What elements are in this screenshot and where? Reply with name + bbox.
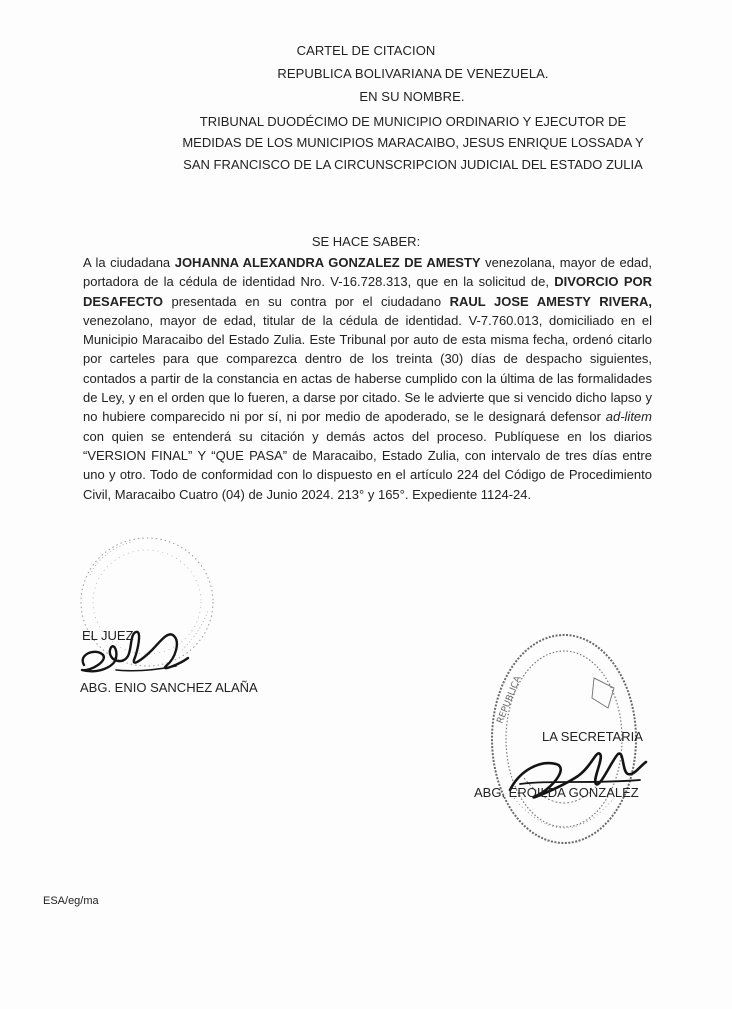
notice-part-2: presentada en su contra por el ciudadano (162, 293, 450, 309)
document-title: CARTEL DE CITACION (296, 43, 436, 58)
court-name-line-2: MEDIDAS DE LOS MUNICIPIOS MARACAIBO, JESUS ENRIQUE LOSSADA Y (182, 135, 644, 150)
judge-name: ABG. ENIO SANCHEZ ALAÑA (80, 680, 258, 695)
secretary-title: LA SECRETARIA (542, 729, 643, 744)
latin-term: ad-litem (605, 409, 652, 425)
republic-line: REPUBLICA BOLIVARIANA DE VENEZUELA. (277, 66, 549, 81)
court-name-line-3: SAN FRANCISCO DE LA CIRCUNSCRIPCION JUDICIAL DEL ESTADO ZULIA (183, 157, 643, 172)
secretary-name: ABG. EROILDA GONZALEZ (474, 785, 639, 800)
svg-text:REPUBLICA: REPUBLICA (495, 674, 524, 726)
plaintiff-name: RAUL JOSE AMESTY RIVERA, (449, 293, 652, 309)
notice-part-3: venezolano, mayor de edad, titular de la cédula de identidad. V-7.760.013, domiciliado en el Municipio Maracaibo del Estado Zulia. Este Tribunal por auto de esta misma fecha, ordenó citarlo por carteles para que comparezca dentro de los treinta (30) días de despacho siguientes, contados a partir de la constancia en actas de haberse cumplido con la última de las formalidades de Ley, y en el orden que lo fueren, a darse por citado. Se le advierte que si vencido dicho lapso y no hubiere comparecido ni por sí, ni por medio de apoderado, se le designará defensor (83, 312, 652, 425)
notice-body (83, 253, 652, 504)
defendant-name: JOHANNA ALEXANDRA GONZALEZ DE AMESTY (174, 255, 481, 270)
notice-part-1: venezolana, mayor de edad, portadora de la cédula de identidad Nro. V-16.728.313, que en la solicitud de, (83, 255, 652, 290)
court-name-line-1: TRIBUNAL DUODÉCIMO DE MUNICIPIO ORDINARIO Y EJECUTOR DE (199, 114, 627, 129)
document-initials: ESA/eg/ma (43, 895, 99, 907)
in-its-name-line: EN SU NOMBRE. (359, 89, 465, 104)
judge-title: EL JUEZ (82, 628, 134, 643)
notice-part-4: con quien se entenderá su citación y demás actos del proceso. Publíquese en los diarios “VERSION FINAL” Y “QUE PASA” de Maracaibo, Estado Zulia, con intervalo de tres días entre uno y otro. Todo de conformidad con lo dispuesto en el artículo 224 del Código de Procedimiento Civil, Maracaibo Cuatro (04) de Junio 2024. 213° y 165°. Expediente 1124-24. (83, 428, 652, 502)
case-type: DIVORCIO POR DESAFECTO (83, 274, 652, 309)
notice-intro: A la ciudadana (83, 255, 175, 270)
notice-heading: SE HACE SABER: (311, 234, 421, 249)
